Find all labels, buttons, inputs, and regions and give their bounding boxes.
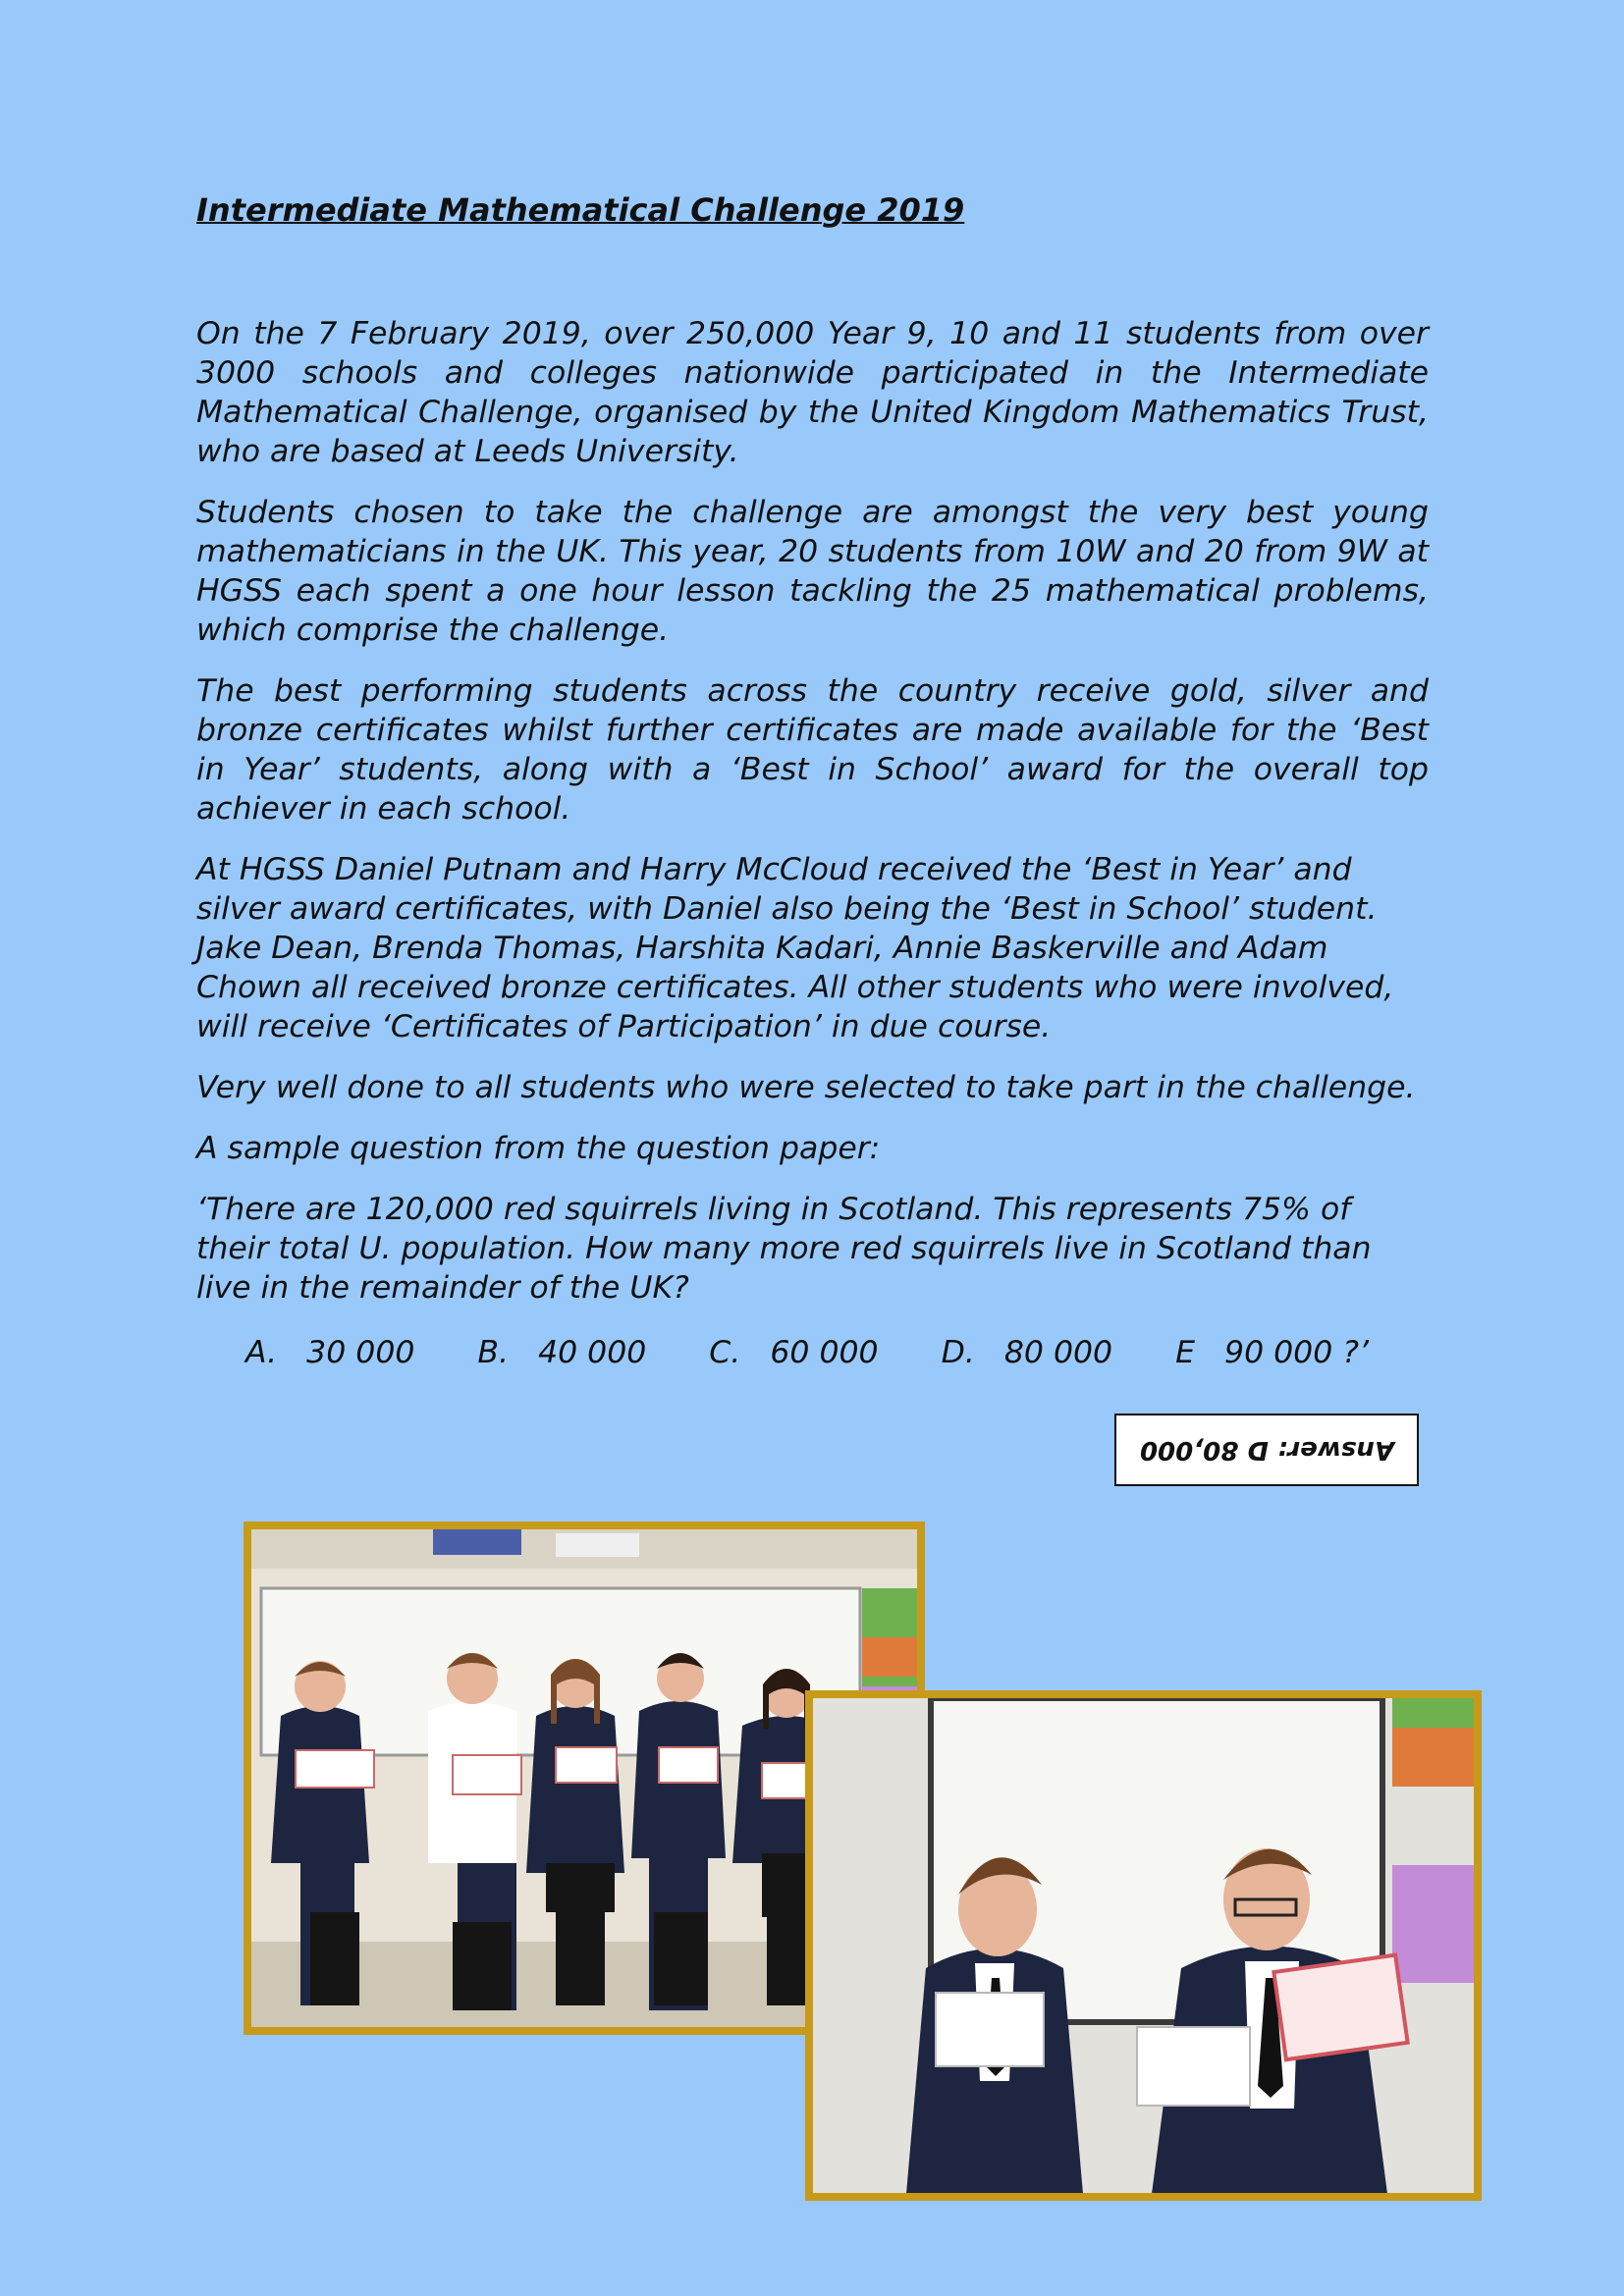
option-b: B. 40 000 (477, 1335, 647, 1370)
answer-text: Answer: D 80,000 (1139, 1435, 1394, 1465)
answer-box-upside-down (1114, 1414, 1419, 1486)
paragraph-sample-intro: A sample question from the question paper: (196, 1131, 881, 1166)
paragraph-well-done: Very well done to all students who were selected to take part in the challenge. (196, 1070, 1416, 1105)
paragraph-intro: On the 7 February 2019, over 250,000 Year 9, 10 and 11 students from over 3000 schools and colleges nationwide participated in the Intermediate Mathematical Challenge, organised by the United Kingdom Mathematics Trust, who are based at Leeds University. (196, 316, 1429, 469)
option-d: D. 80 000 (941, 1335, 1113, 1370)
paragraph-winners: At HGSS Daniel Putnam and Harry McCloud received the ‘Best in Year’ and silver award certificates, with Daniel also being the ‘Best in School’ student. Jake Dean, Brenda Thomas, Harshita Kadari, Annie Baskerville and Adam Chown all received bronze certificates. All other students who were involved, will receive ‘Certificates of Participation’ in due course. (196, 852, 1394, 1044)
paragraph-certificates: The best performing students across the country receive gold, silver and bronze certificates whilst further certificates are made available for the ‘Best in Year’ students, along with a ‘Best in School’ award for the overall top achiever in each school. (196, 673, 1429, 827)
two-students-illustration (813, 1698, 1474, 2193)
page-title: Intermediate Mathematical Challenge 2019 (196, 191, 965, 229)
option-e: E 90 000 ?’ (1175, 1335, 1369, 1370)
sample-question: ‘There are 120,000 red squirrels living in Scotland. This represents 75% of their total U. population. How many more red squirrels live in Scotland than live in the remainder of the UK? (196, 1192, 1372, 1306)
option-c: C. 60 000 (709, 1335, 879, 1370)
answer-options (245, 1335, 1432, 1370)
photo-two-students (805, 1690, 1482, 2201)
option-a: A. 30 000 (245, 1335, 415, 1370)
paragraph-students: Students chosen to take the challenge are amongst the very best young mathematicians in the UK. This year, 20 students from 10W and 20 from 9W at HGSS each spent a one hour lesson tackling the 25 mathematical problems, which comprise the challenge. (196, 495, 1429, 648)
article-body (196, 314, 1429, 1329)
